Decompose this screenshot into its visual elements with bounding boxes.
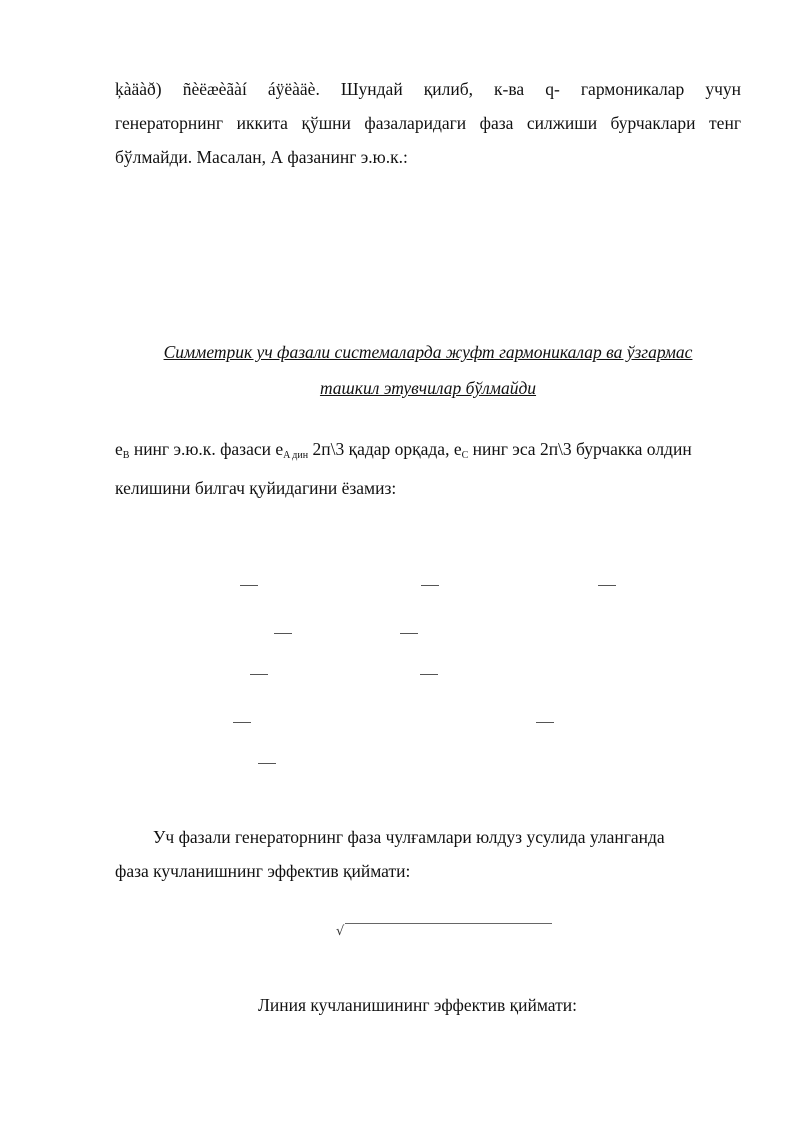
square-root-symbol: √ xyxy=(336,924,345,939)
formula-fraction-bar xyxy=(421,585,439,586)
paragraph-line-voltage-line-1: Линия кучланишининг эффектив қиймати: xyxy=(258,995,577,1015)
section-heading xyxy=(115,334,741,406)
paragraph-phases-line-2: келишини билгач қуйидагини ёзамиз: xyxy=(115,478,397,498)
subscript-b: B xyxy=(122,450,130,461)
subscript-c: C xyxy=(461,450,469,461)
phase-text-3: нинг эса 2п\3 бурчакка олдин xyxy=(468,439,692,459)
square-root-bar xyxy=(345,923,552,924)
paragraph-phase-voltage-line-2: фаза кучланишнинг эффектив қиймати: xyxy=(115,861,411,881)
paragraph-phases xyxy=(115,433,741,504)
paragraph-intro xyxy=(115,72,741,174)
formula-fraction-bar xyxy=(598,585,616,586)
paragraph-phase-voltage xyxy=(115,820,741,888)
formula-fraction-bar xyxy=(233,722,251,723)
paragraph-intro-line-3: бўлмайди. Масалан, А фазанинг э.ю.к.: xyxy=(115,147,408,167)
formula-fraction-bar xyxy=(400,633,418,634)
formula-fraction-bar xyxy=(240,585,258,586)
paragraph-line-voltage xyxy=(258,990,577,1020)
paragraph-intro-line-1: ķàäàð) ñèëæèãàí áÿëàäè. Шундай қилиб, к-ва q- гармоникалар учун xyxy=(115,79,741,99)
formula-fraction-bar xyxy=(274,633,292,634)
formula-fraction-bar xyxy=(250,674,268,675)
subscript-a: A дин xyxy=(283,450,309,461)
formula-fraction-bar xyxy=(420,674,438,675)
paragraph-phase-voltage-line-1: Уч фазали генераторнинг фаза чулғамлари юлдуз усулида уланганда xyxy=(153,827,665,847)
formula-fraction-bar xyxy=(258,763,276,764)
section-heading-line-1: Симметрик уч фазали системаларда жуфт гармоникалар ва ўзгармас xyxy=(163,342,693,362)
section-heading-line-2: ташкил этувчилар бўлмайди xyxy=(319,378,537,398)
phase-text-1: нинг э.ю.к. фазаси e xyxy=(129,439,284,459)
phase-text-2: 2п\3 қадар орқада, e xyxy=(308,439,462,459)
emf-symbol-b: e xyxy=(115,439,123,459)
formula-fraction-bar xyxy=(536,722,554,723)
paragraph-phases-line-1 xyxy=(115,433,741,472)
paragraph-intro-line-2: генераторнинг иккита қўшни фазаларидаги фаза силжиши бурчаклари тенг xyxy=(115,113,741,133)
